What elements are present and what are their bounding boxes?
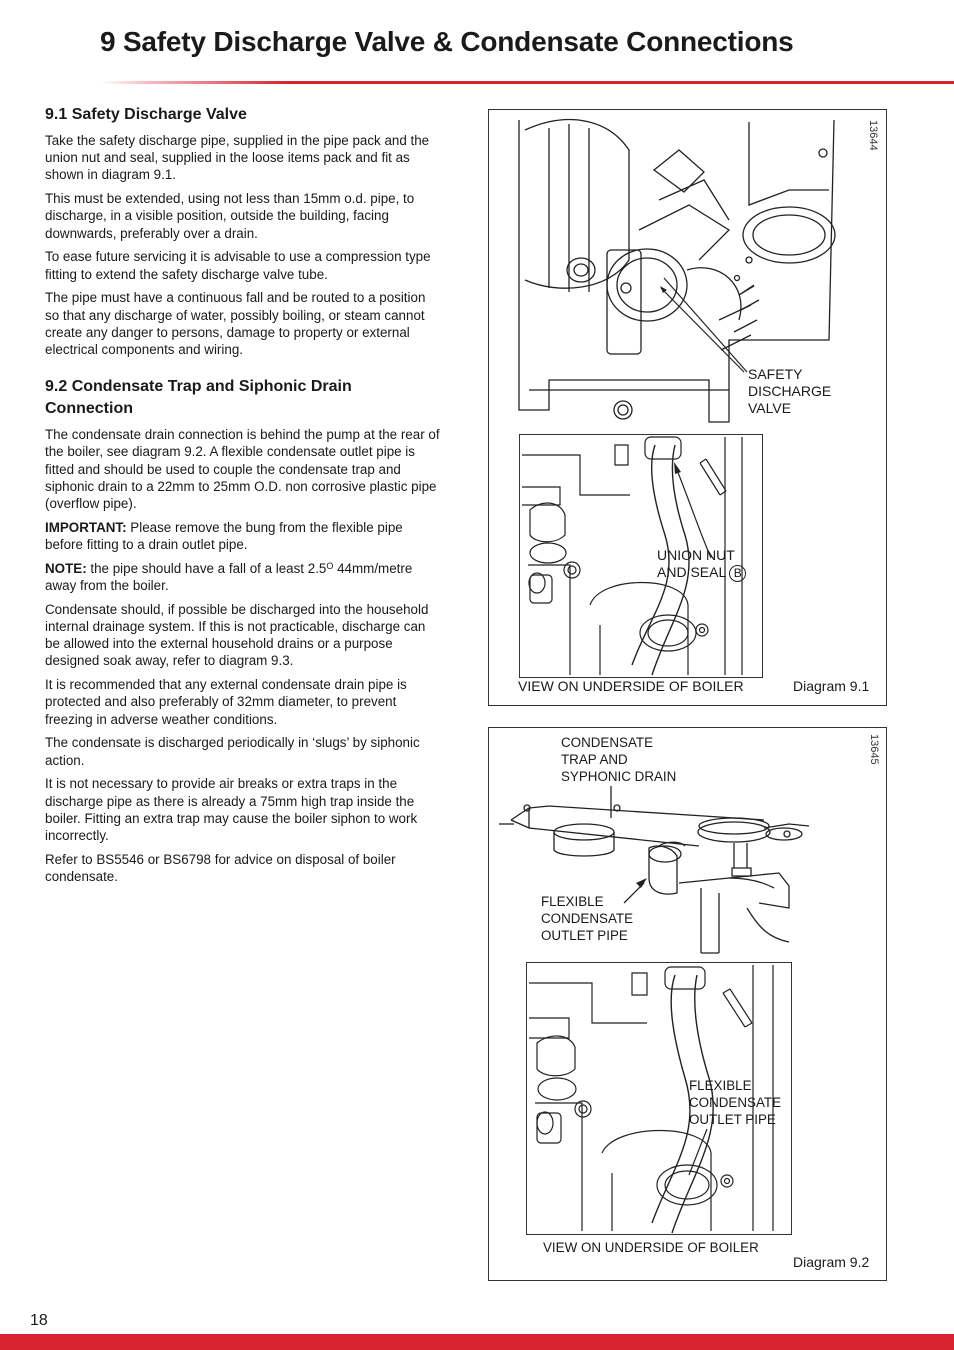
- footer-bar: [0, 1334, 954, 1350]
- label-line: TRAP AND: [561, 752, 628, 767]
- note-label: NOTE:: [45, 560, 87, 576]
- label-union-nut-and-seal: [657, 547, 746, 582]
- label-line: SYPHONIC DRAIN: [561, 769, 677, 784]
- marker-b: B: [729, 565, 746, 582]
- label-flexible-outlet-pipe: [541, 893, 633, 944]
- label-line: OUTLET PIPE: [541, 928, 628, 943]
- label-line: FLEXIBLE: [541, 894, 604, 909]
- diagram-caption: Diagram 9.2: [793, 1254, 870, 1270]
- note-text: the pipe should have a fall of a least 2.5: [86, 560, 327, 576]
- drawing-code: 13645: [868, 734, 880, 765]
- page-title: 9 Safety Discharge Valve & Condensate Connections: [100, 26, 794, 57]
- note-text-end: 44mm/metre away from the boiler.: [45, 560, 413, 594]
- diagram-caption: Diagram 9.1: [793, 678, 870, 694]
- diagram-9-1: [488, 109, 887, 706]
- important-paragraph: [45, 519, 441, 553]
- label-line: CONDENSATE: [541, 911, 634, 926]
- label-text: AND SEAL: [657, 564, 727, 580]
- drawing-code: 13644: [867, 120, 879, 151]
- body-text-column: [45, 104, 441, 892]
- page-number: 18: [30, 1312, 48, 1329]
- degree-sup: O: [326, 560, 334, 571]
- important-label: IMPORTANT:: [45, 519, 127, 535]
- paragraph: Refer to BS5546 or BS6798 for advice on disposal of boiler condensate.: [45, 851, 396, 885]
- paragraph: Condensate should, if possible be discharged into the household internal drainage system. If this is not practicable, discharge can be allowed into the external household drains or a purpose designed soak away, refer to diagram 9.3.: [45, 601, 429, 669]
- section-heading-9-1: 9.1 Safety Discharge Valve: [45, 106, 247, 123]
- label-line: UNION NUT: [657, 547, 735, 563]
- view-caption: VIEW ON UNDERSIDE OF BOILER: [543, 1240, 759, 1255]
- label-line: FLEXIBLE: [689, 1078, 752, 1093]
- label-line: OUTLET PIPE: [689, 1112, 776, 1127]
- view-caption: VIEW ON UNDERSIDE OF BOILER: [518, 678, 744, 694]
- paragraph: It is recommended that any external condensate drain pipe is protected and also preferably of 32mm diameter, to prevent freezing in adverse weather conditions.: [45, 677, 407, 727]
- section-heading-9-2: 9.2 Condensate Trap and Siphonic Drain Connection: [45, 378, 352, 418]
- important-text: Please remove the bung from the flexible pipe before fitting to a drain outlet pipe.: [45, 519, 403, 553]
- note-paragraph: [45, 560, 441, 594]
- label-flexible-outlet-pipe-inset: [689, 1077, 781, 1128]
- paragraph: To ease future servicing it is advisable to use a compression type fitting to extend the safety discharge valve tube.: [45, 249, 431, 282]
- label-line: SAFETY: [748, 366, 803, 382]
- label-line: DISCHARGE: [748, 383, 832, 399]
- paragraph: The condensate is discharged periodically in ‘slugs’ by siphonic action.: [45, 735, 420, 768]
- paragraph: This must be extended, using not less than 15mm o.d. pipe, to discharge, in a visible position, outside the building, facing downwards, preferably over a drain.: [45, 191, 415, 241]
- label-line: VALVE: [748, 400, 792, 416]
- label-line: CONDENSATE: [689, 1095, 782, 1110]
- paragraph: It is not necessary to provide air breaks or extra traps in the discharge pipe as there is already a 75mm high trap inside the boiler. Fitting an extra trap may cause the boiler siphon to work incorrectly.: [45, 776, 418, 844]
- union-leader-line: [489, 110, 886, 705]
- label-line: CONDENSATE: [561, 735, 654, 750]
- title-rule: [100, 81, 954, 84]
- paragraph: The condensate drain connection is behind the pump at the rear of the boiler, see diagram 9.2. A flexible condensate outlet pipe is fitted and should be used to couple the condensate trap and siphonic drain to a 22mm to 25mm O.D. non corrosive plastic pipe (overflow pipe).: [45, 427, 440, 512]
- paragraph: Take the safety discharge pipe, supplied in the pipe pack and the union nut and seal, supplied in the loose items pack and fit as shown in diagram 9.1.: [45, 133, 430, 183]
- diagram-9-2: [488, 727, 887, 1281]
- label-line: [657, 564, 746, 582]
- paragraph: The pipe must have a continuous fall and be routed to a position so that any discharge of water, possibly boiling, or steam cannot create any danger to persons, damage to property or external electrical components and wiring.: [45, 290, 426, 358]
